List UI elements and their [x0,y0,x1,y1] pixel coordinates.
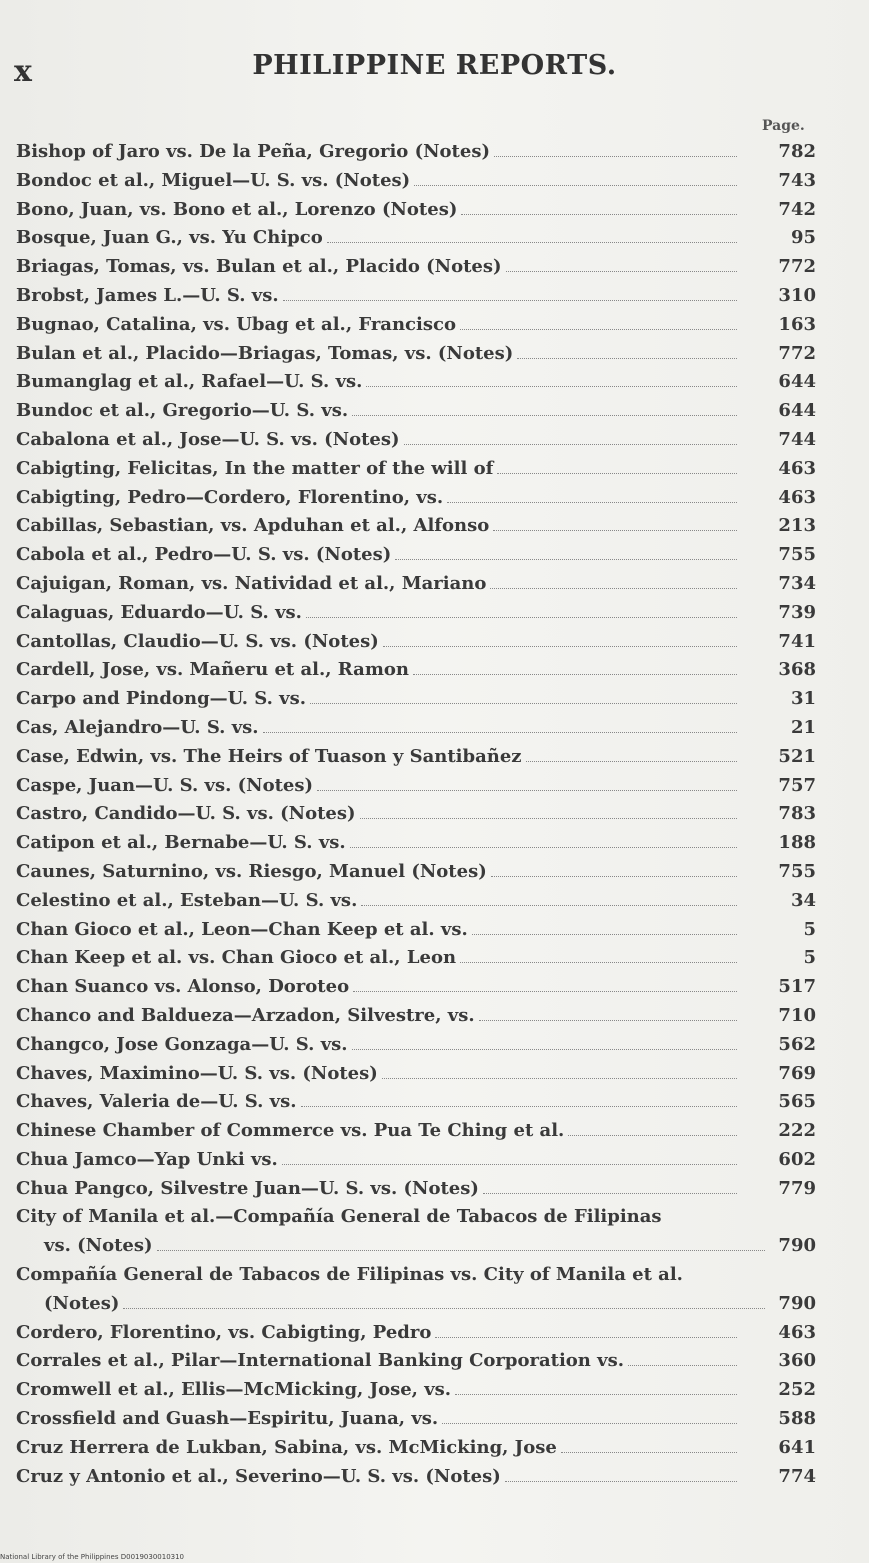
index-entry-page: 188 [778,832,816,854]
index-entry-text: Cardell, Jose, vs. Mañeru et al., Ramon [16,659,409,681]
index-entry-text: Cordero, Florentino, vs. Cabigting, Pedro [16,1321,432,1343]
running-head-title: PHILIPPINE REPORTS. [252,50,617,81]
index-entry [16,858,816,887]
index-entry [16,484,816,513]
index-entry-page: 163 [778,313,816,335]
index-entry [16,1434,816,1463]
dot-leader [460,329,737,330]
index-entry-page: 521 [778,745,816,767]
index-entry-page: 588 [778,1408,816,1430]
dot-leader [479,1020,737,1021]
index-entry-page: 562 [778,1033,816,1055]
index-entry-page: 368 [778,659,816,681]
index-entry [16,167,816,196]
index-entry [16,138,816,167]
index-entry-page: 739 [778,601,816,623]
index-entry [16,311,816,340]
index-entry-text: Chaves, Maximino—U. S. vs. (Notes) [16,1062,378,1084]
index-entry-text: Chua Jamco—Yap Unki vs. [16,1148,278,1170]
index-entry [16,772,816,801]
index-entry-page: 774 [778,1465,816,1487]
index-entry [16,1347,816,1376]
index-entry [16,196,816,225]
index-entry-text: Bulan et al., Placido—Briagas, Tomas, vs. (Notes) [16,342,514,364]
index-entry-text: Brobst, James L.—U. S. vs. [16,284,279,306]
index-entry-page: 741 [778,630,816,652]
dot-leader [283,300,737,301]
index-entry-text: Catipon et al., Bernabe—U. S. vs. [16,832,346,854]
index-entry-text: Chan Suanco vs. Alonso, Doroteo [16,976,350,998]
index-entry-continuation: vs. (Notes) [44,1235,153,1257]
index-entry-text: Castro, Candido—U. S. vs. (Notes) [16,803,356,825]
index-entry [16,253,816,282]
index-entry-text: Cas, Alejandro—U. S. vs. [16,716,259,738]
index-entry [16,426,816,455]
page-column-label: Page. [762,118,805,134]
dot-leader [361,905,737,906]
index-entry [16,224,816,253]
index-entry-text: Compañía General de Tabacos de Filipinas vs. City of Manila et al. [16,1264,683,1286]
index-entry [16,973,816,1002]
index-entry-page: 782 [778,141,816,162]
index-entry-page: 644 [778,371,816,393]
index-entry-page: 565 [778,1091,816,1113]
index-entry-page: 252 [778,1379,816,1401]
dot-leader [435,1337,737,1338]
library-footer: National Library of the Philippines D0019030010310 [0,1553,185,1561]
dot-leader [306,617,737,618]
dot-leader [382,1078,737,1079]
index-entry-page: 34 [790,889,816,911]
index-entry-page: 5 [803,918,816,940]
index-entry [16,1088,816,1117]
index-entry-page: 755 [778,544,816,566]
dot-leader [568,1135,737,1136]
index-entry-page: 213 [778,515,816,537]
dot-leader [506,271,737,272]
index-entry-text: Cromwell et al., Ellis—McMicking, Jose, vs. [16,1379,452,1401]
index-entry-page: 734 [778,572,816,594]
index-entry [16,1060,816,1089]
index-entry-text: Bosque, Juan G., vs. Yu Chipco [16,227,323,249]
dot-leader [352,1049,737,1050]
index-entry [16,599,816,628]
index-entry-text: Chan Keep et al. vs. Chan Gioco et al., Leon [16,947,457,969]
dot-leader [472,934,737,935]
index-entry-page: 31 [790,688,816,710]
index-entry [16,1405,816,1434]
dot-leader [353,991,737,992]
index-entry [16,944,816,973]
index-entry [16,368,816,397]
dot-leader [505,1481,737,1482]
dot-leader [493,530,737,531]
index-entry-continuation: (Notes) [44,1292,120,1314]
dot-leader [490,588,737,589]
dot-leader [461,214,737,215]
index-entry-text: Cantollas, Claudio—U. S. vs. (Notes) [16,630,379,652]
index-entry-text: Changco, Jose Gonzaga—U. S. vs. [16,1033,348,1055]
index-entry [16,455,816,484]
dot-leader [483,1193,737,1194]
index-entry-text: Carpo and Pindong—U. S. vs. [16,688,306,710]
index-entry [16,1002,816,1031]
index-entry-text: Cruz y Antonio et al., Severino—U. S. vs. (Notes) [16,1465,501,1487]
dot-leader [628,1365,737,1366]
index-entry-text: Cruz Herrera de Lukban, Sabina, vs. McMicking, Jose [16,1436,557,1458]
index-entry-text: Celestino et al., Esteban—U. S. vs. [16,889,358,911]
page-number: x [14,54,32,89]
index-entry-page: 772 [778,342,816,364]
index-entry [16,916,816,945]
index-entry-text: Chua Pangco, Silvestre Juan—U. S. vs. (Notes) [16,1177,479,1199]
index-entry-page: 644 [778,400,816,422]
index-entry-page: 783 [778,803,816,825]
index-entry-page: 602 [778,1148,816,1170]
dot-leader [350,847,737,848]
index-entry [16,570,816,599]
dot-leader [366,386,737,387]
index-entry-text: Bugnao, Catalina, vs. Ubag et al., Francisco [16,313,456,335]
index-entry [16,1203,816,1261]
index-entry [16,800,816,829]
index-entry [16,1175,816,1204]
index-entry-page: 95 [790,227,816,249]
index-entries [16,138,816,1491]
index-entry [16,1117,816,1146]
dot-leader [383,646,737,647]
index-entry-text: Bumanglag et al., Rafael—U. S. vs. [16,371,363,393]
index-entry-text: Bishop of Jaro vs. De la Peña, Gregorio (Notes) [16,141,490,162]
index-entry-page: 310 [778,284,816,306]
index-entry-page: 769 [778,1062,816,1084]
index-entry-page: 463 [778,486,816,508]
index-entry-page: 222 [778,1120,816,1142]
index-entry [16,282,816,311]
index-entry-text: Chan Gioco et al., Leon—Chan Keep et al. vs. [16,918,468,940]
index-entry [16,1146,816,1175]
index-entry [16,743,816,772]
index-entry [16,829,816,858]
index-entry-text: Briagas, Tomas, vs. Bulan et al., Placido (Notes) [16,256,502,278]
index-entry-page: 463 [778,1321,816,1343]
index-entry [16,397,816,426]
index-entry-page: 360 [778,1350,816,1372]
index-entry-text: Chanco and Baldueza—Arzadon, Silvestre, vs. [16,1004,475,1026]
index-entry [16,1261,816,1319]
index-entry-page: 772 [778,256,816,278]
index-entry-text: Cabigting, Pedro—Cordero, Florentino, vs. [16,486,444,508]
dot-leader [317,790,737,791]
dot-leader [301,1106,737,1107]
index-entry-page: 790 [778,1235,816,1257]
dot-leader [494,156,737,157]
index-entry-text: Cajuigan, Roman, vs. Natividad et al., Mariano [16,572,487,594]
index-entry-text: Case, Edwin, vs. The Heirs of Tuason y Santibañez [16,745,522,767]
index-entry-text: City of Manila et al.—Compañía General de Tabacos de Filipinas [16,1206,662,1228]
index-entry [16,1319,816,1348]
dot-leader [327,242,737,243]
index-entry-text: Crossfield and Guash—Espiritu, Juana, vs. [16,1408,439,1430]
index-entry-page: 641 [778,1436,816,1458]
index-entry [16,1031,816,1060]
dot-leader [442,1423,737,1424]
dot-leader [561,1452,737,1453]
index-entry-page: 755 [778,860,816,882]
index-entry-text: Bundoc et al., Gregorio—U. S. vs. [16,400,349,422]
dot-leader [282,1164,737,1165]
dot-leader [157,1250,765,1251]
index-entry-text: Cabigting, Felicitas, In the matter of the will of [16,457,494,479]
index-entry [16,628,816,657]
dot-leader [310,703,737,704]
index-entry [16,541,816,570]
index-entry-text: Bono, Juan, vs. Bono et al., Lorenzo (Notes) [16,198,458,220]
index-entry-page: 463 [778,457,816,479]
dot-leader [395,559,737,560]
index-entry [16,340,816,369]
index-entry-text: Calaguas, Eduardo—U. S. vs. [16,601,302,623]
index-entry-page: 743 [778,169,816,191]
index-entry-page: 5 [803,947,816,969]
index-entry-page: 710 [778,1004,816,1026]
index-entry-text: Cabola et al., Pedro—U. S. vs. (Notes) [16,544,392,566]
dot-leader [517,358,737,359]
index-entry [16,656,816,685]
index-entry [16,1463,816,1492]
dot-leader [460,962,737,963]
index-entry-page: 21 [790,716,816,738]
dot-leader [526,761,737,762]
dot-leader [360,818,737,819]
index-entry-text: Caunes, Saturnino, vs. Riesgo, Manuel (Notes) [16,860,487,882]
dot-leader [413,674,737,675]
index-entry-page: 742 [778,198,816,220]
index-entry [16,1376,816,1405]
index-entry-text: Cabalona et al., Jose—U. S. vs. (Notes) [16,428,400,450]
index-entry-text: Bondoc et al., Miguel—U. S. vs. (Notes) [16,169,411,191]
dot-leader [447,502,737,503]
index-entry-text: Caspe, Juan—U. S. vs. (Notes) [16,774,314,796]
dot-leader [123,1308,765,1309]
dot-leader [497,473,737,474]
index-entry [16,887,816,916]
dot-leader [491,876,737,877]
index-entry [16,685,816,714]
index-entry [16,714,816,743]
index-entry [16,512,816,541]
dot-leader [404,444,737,445]
dot-leader [414,185,737,186]
index-entry-text: Cabillas, Sebastian, vs. Apduhan et al., Alfonso [16,515,490,537]
index-entry-text: Chaves, Valeria de—U. S. vs. [16,1091,297,1113]
index-entry-page: 790 [778,1292,816,1314]
index-entry-page: 517 [778,976,816,998]
dot-leader [352,415,737,416]
index-entry-page: 779 [778,1177,816,1199]
dot-leader [263,732,737,733]
index-entry-text: Chinese Chamber of Commerce vs. Pua Te Ching et al. [16,1120,565,1142]
index-entry-text: Corrales et al., Pilar—International Banking Corporation vs. [16,1350,625,1372]
index-entry-page: 744 [778,428,816,450]
index-entry-page: 757 [778,774,816,796]
dot-leader [455,1394,737,1395]
